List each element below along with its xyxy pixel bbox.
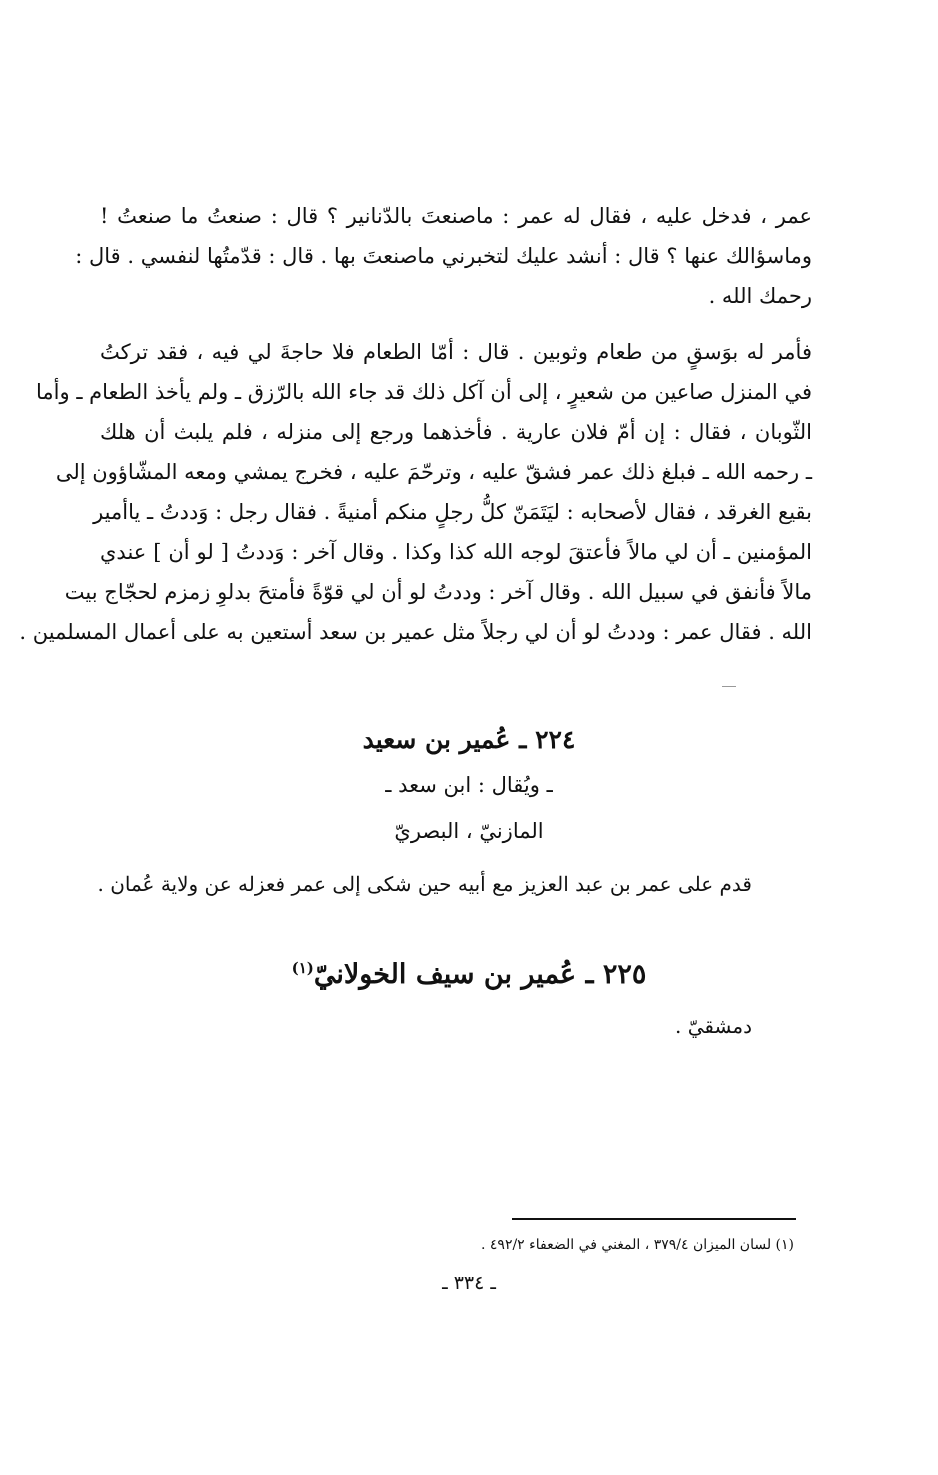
entry-225-title: ٢٢٥ ـ عُمير بن سيف الخولانيّ <box>313 959 647 990</box>
entry-224-alias: ـ ويُقال : ابن سعد ـ <box>385 773 553 797</box>
entry-225-title-line <box>0 944 938 992</box>
paragraph-2-line: فأمر له بوَسقٍ من طعام وثوبين . قال : أمّا الطعام فلا حاجةَ لي فيه ، فقد تركتُ <box>100 340 812 364</box>
page-number: ـ ٣٣٤ ـ <box>442 1272 496 1294</box>
footnote: (١) لسان الميزان ٣٧٩/٤ ، المغني في الضعفاء ٤٩٢/٢ . <box>481 1237 794 1253</box>
entry-224-title: ٢٢٤ ـ عُمير بن سعيد <box>362 725 576 754</box>
entry-224-text: قدم على عمر بن عبد العزيز مع أبيه حين شكى إلى عمر فعزله عن ولاية عُمان . <box>97 872 752 896</box>
paragraph-2-line: الثّوبان ، فقال : إن أمّ فلان عارية . فأخذهما ورجع إلى منزله ، فلم يلبث أن هلك <box>100 420 812 444</box>
paragraph-2-line: الله . فقال عمر : وددتُ لو أن لي رجلاً مثل عمير بن سعد أستعين به على أعمال المسلمين . <box>19 620 812 644</box>
paragraph-1-line: وماسؤالك عنها ؟ قال : أنشد عليك لتخبرني ماصنعتَ بها . قال : قدّمتُها لنفسي . قال : <box>75 244 812 268</box>
divider-mark <box>722 686 736 687</box>
paragraph-2-line: المؤمنين ـ أن لي مالاً فأعتقَ لوجه الله كذا وكذا . وقال آخر : وَددتُ [ لو أن ] عندي <box>100 540 812 564</box>
footnote-divider <box>512 1218 796 1220</box>
paragraph-2 <box>19 332 812 652</box>
paragraph-2-line: بقيع الغرقد ، فقال لأصحابه : ليَتَمَنّ كلُّ رجلٍ منكم أمنيةً . فقال رجل : وَددتُ ـ ياأمير <box>93 500 812 524</box>
paragraph-2-line: في المنزل صاعين من شعيرٍ ، إلى أن آكل ذلك قد جاء الله بالرّزق ـ ولم يأخذ الطعام ـ وأما <box>36 380 812 404</box>
paragraph-1-line: رحمك الله . <box>708 284 812 308</box>
entry-224-heading <box>0 718 938 854</box>
entry-224-nisba: المازنيّ ، البصريّ <box>394 819 544 843</box>
entry-225-text: دمشقيّ . <box>675 1014 752 1038</box>
paragraph-1-line: عمر ، فدخل عليه ، فقال له عمر : ماصنعتَ بالدّنانير ؟ قال : صنعتُ ما صنعتُ ! <box>100 204 812 228</box>
footnote-marker: (١) <box>291 959 314 977</box>
paragraph-2-line: مالاً فأنفق في سبيل الله . وقال آخر : وددتُ لو أن لي قوّةً فأمتحَ بدلوِ زمزم لحجّاج بيت <box>64 580 812 604</box>
paragraph-2-line: ـ رحمه الله ـ فبلغ ذلك عمر فشقّ عليه ، وترحّمَ عليه ، فخرج يمشي ومعه المشّاؤون إلى <box>55 460 812 484</box>
paragraph-1 <box>75 196 812 316</box>
